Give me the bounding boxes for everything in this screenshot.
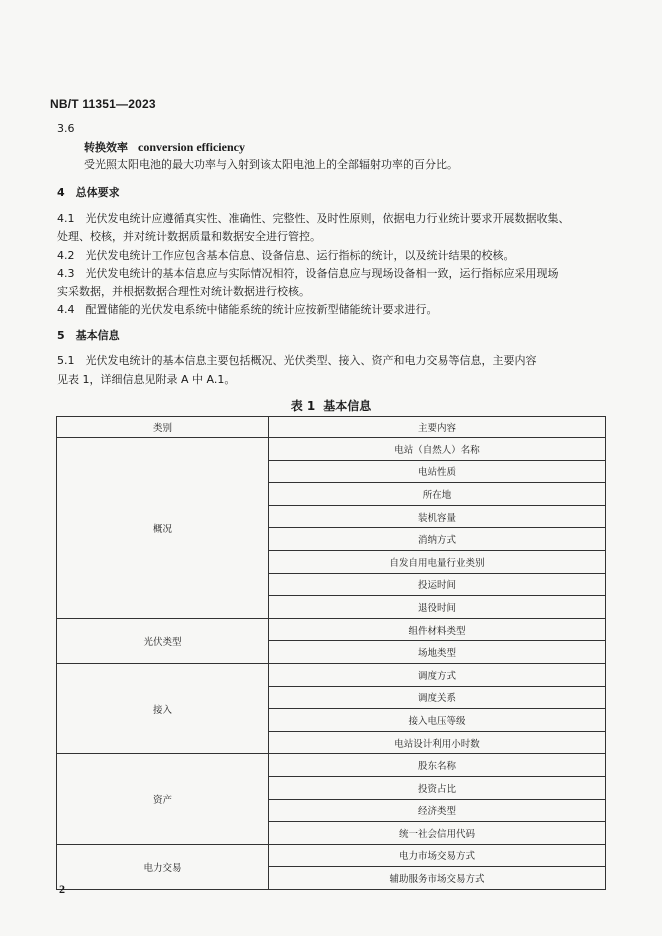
content-cell: 电站（自然人）名称	[269, 438, 606, 461]
content-cell: 统一社会信用代码	[269, 822, 606, 845]
content-cell: 接入电压等级	[269, 709, 606, 732]
table-row	[57, 438, 606, 461]
content-cell: 组件材料类型	[269, 618, 606, 641]
category-cell: 概况	[57, 438, 269, 619]
table-number: 表 1	[290, 399, 316, 413]
content-cell: 电站设计利用小时数	[269, 731, 606, 754]
term-english: conversion efficiency	[138, 140, 245, 154]
term-chinese: 转换效率	[84, 141, 128, 154]
column-header: 类别	[57, 417, 269, 438]
table-title: 基本信息	[323, 399, 372, 413]
basic-info-table	[56, 416, 606, 890]
clause-text: 4.1 光伏发电统计应遵循真实性、准确性、完整性、及时性原则，依据电力行业统计要求开展数据收集、	[57, 212, 570, 225]
clause-text: 处理、校核，并对统计数据质量和数据安全进行管控。	[57, 230, 321, 243]
clause-text: 见表 1，详细信息见附录 A 中 A.1。	[57, 373, 236, 386]
table-row	[57, 663, 606, 686]
content-cell: 所在地	[269, 483, 606, 506]
content-cell: 退役时间	[269, 596, 606, 619]
clause-text: 实采数据，并根据数据合理性对统计数据进行校核。	[57, 285, 310, 298]
clause-text: 4.4 配置储能的光伏发电系统中储能系统的统计应按新型储能统计要求进行。	[57, 303, 438, 316]
content-cell: 电力市场交易方式	[269, 844, 606, 867]
content-cell: 辅助服务市场交易方式	[269, 867, 606, 890]
content-cell: 场地类型	[269, 641, 606, 664]
clause-text: 4.2 光伏发电统计工作应包含基本信息、设备信息、运行指标的统计，以及统计结果的校核。	[57, 249, 515, 262]
category-cell: 接入	[57, 663, 269, 753]
clause-text: 4.3 光伏发电统计的基本信息应与实际情况相符，设备信息应与现场设备相一致，运行指标应采用现场	[57, 267, 559, 280]
content-cell: 装机容量	[269, 505, 606, 528]
category-cell: 光伏类型	[57, 618, 269, 663]
standard-number: NB/T 11351—2023	[50, 97, 156, 111]
category-cell: 资产	[57, 754, 269, 844]
category-cell: 电力交易	[57, 844, 269, 889]
content-cell: 经济类型	[269, 799, 606, 822]
clause-text: 5.1 光伏发电统计的基本信息主要包括概况、光伏类型、接入、资产和电力交易等信息，主要内容	[57, 354, 537, 367]
table-row	[57, 844, 606, 867]
content-cell: 投运时间	[269, 573, 606, 596]
content-cell: 调度关系	[269, 686, 606, 709]
table-header-row	[57, 417, 606, 438]
content-cell: 股东名称	[269, 754, 606, 777]
page-number: 2	[59, 882, 65, 896]
content-cell: 投资占比	[269, 776, 606, 799]
column-header: 主要内容	[269, 417, 606, 438]
section-heading: 5 基本信息	[57, 329, 120, 342]
clause-number: 3.6	[57, 122, 75, 135]
table-row	[57, 754, 606, 777]
section-heading: 4 总体要求	[57, 186, 120, 199]
term-definition: 受光照太阳电池的最大功率与入射到该太阳电池上的全部辐射功率的百分比。	[84, 158, 458, 171]
content-cell: 消纳方式	[269, 528, 606, 551]
content-cell: 自发自用电量行业类别	[269, 550, 606, 573]
table-row	[57, 618, 606, 641]
content-cell: 电站性质	[269, 460, 606, 483]
table-caption	[0, 397, 662, 414]
content-cell: 调度方式	[269, 663, 606, 686]
